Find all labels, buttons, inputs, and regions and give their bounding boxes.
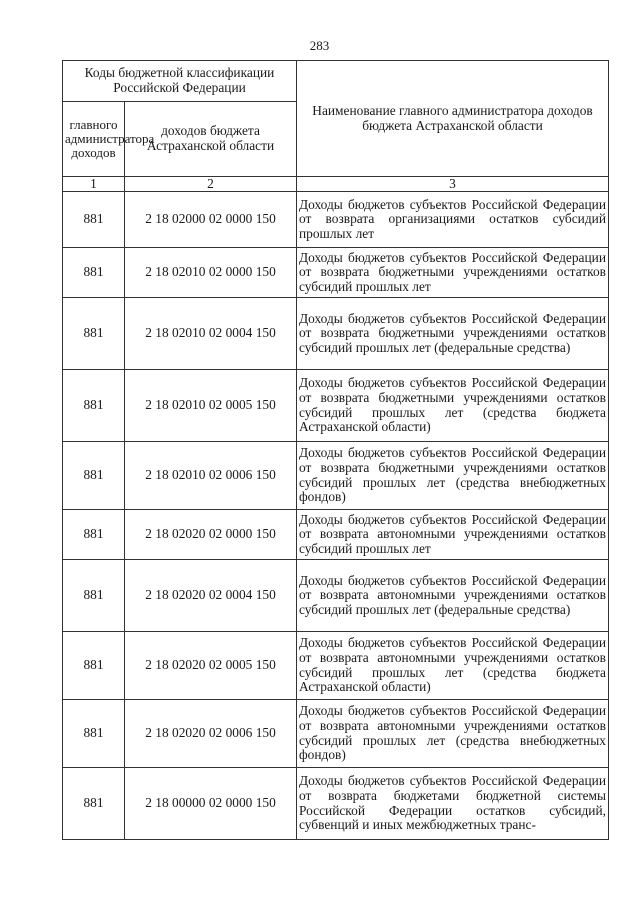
revenue-code-cell: 2 18 02010 02 0006 150 bbox=[125, 442, 297, 510]
admin-code-cell: 881 bbox=[63, 768, 125, 840]
table-row bbox=[63, 510, 609, 560]
revenue-name-cell: Доходы бюджетов субъектов Российской Федерации от возврата автономными учреждениями остатков субсидий прошлых лет (средства бюджета Астраханской области) bbox=[297, 632, 609, 700]
table-row bbox=[63, 700, 609, 768]
budget-classification-table bbox=[62, 60, 609, 840]
admin-code-cell: 881 bbox=[63, 192, 125, 248]
column-number-row bbox=[63, 177, 609, 192]
header-code-column: доходов бюджета Астраханской области bbox=[125, 102, 297, 177]
revenue-code-cell: 2 18 02010 02 0004 150 bbox=[125, 298, 297, 370]
table-row bbox=[63, 560, 609, 632]
revenue-name-cell: Доходы бюджетов субъектов Российской Федерации от возврата автономными учреждениями остатков субсидий прошлых лет bbox=[297, 510, 609, 560]
revenue-code-cell: 2 18 02000 02 0000 150 bbox=[125, 192, 297, 248]
revenue-name-cell: Доходы бюджетов субъектов Российской Федерации от возврата организациями остатков субсидий прошлых лет bbox=[297, 192, 609, 248]
admin-code-cell: 881 bbox=[63, 700, 125, 768]
admin-code-cell: 881 bbox=[63, 632, 125, 700]
revenue-name-cell: Доходы бюджетов субъектов Российской Федерации от возврата бюджетами бюджетной системы Российской Федерации остатков субсидий, субвенций и иных межбюджетных транс- bbox=[297, 768, 609, 840]
revenue-code-cell: 2 18 02010 02 0005 150 bbox=[125, 370, 297, 442]
admin-code-cell: 881 bbox=[63, 560, 125, 632]
revenue-code-cell: 2 18 02010 02 0000 150 bbox=[125, 248, 297, 298]
revenue-code-cell: 2 18 02020 02 0000 150 bbox=[125, 510, 297, 560]
column-number: 1 bbox=[63, 177, 125, 192]
table-row bbox=[63, 298, 609, 370]
revenue-code-cell: 2 18 02020 02 0006 150 bbox=[125, 700, 297, 768]
admin-code-cell: 881 bbox=[63, 442, 125, 510]
header-name-column: Наименование главного администратора доходов бюджета Астраханской области bbox=[297, 61, 609, 177]
page-number: 283 bbox=[309, 38, 330, 53]
revenue-code-cell: 2 18 02020 02 0005 150 bbox=[125, 632, 297, 700]
revenue-name-cell: Доходы бюджетов субъектов Российской Федерации от возврата бюджетными учреждениями остатков субсидий прошлых лет bbox=[297, 248, 609, 298]
admin-code-cell: 881 bbox=[63, 370, 125, 442]
table-row bbox=[63, 768, 609, 840]
table-row bbox=[63, 370, 609, 442]
revenue-code-cell: 2 18 00000 02 0000 150 bbox=[125, 768, 297, 840]
column-number: 2 bbox=[125, 177, 297, 192]
revenue-code-cell: 2 18 02020 02 0004 150 bbox=[125, 560, 297, 632]
table-row bbox=[63, 192, 609, 248]
revenue-name-cell: Доходы бюджетов субъектов Российской Федерации от возврата автономными учреждениями остатков субсидий прошлых лет (средства внебюджетных фондов) bbox=[297, 700, 609, 768]
table-row bbox=[63, 442, 609, 510]
revenue-name-cell: Доходы бюджетов субъектов Российской Федерации от возврата бюджетными учреждениями остатков субсидий прошлых лет (федеральные средства) bbox=[297, 298, 609, 370]
revenue-name-cell: Доходы бюджетов субъектов Российской Федерации от возврата автономными учреждениями остатков субсидий прошлых лет (федеральные средства) bbox=[297, 560, 609, 632]
table-row bbox=[63, 248, 609, 298]
header-group-title: Коды бюджетной классификации Российской Федерации bbox=[63, 61, 297, 102]
table-row bbox=[63, 632, 609, 700]
admin-code-cell: 881 bbox=[63, 510, 125, 560]
header-admin-column: главного администратора доходов bbox=[63, 102, 125, 177]
admin-code-cell: 881 bbox=[63, 248, 125, 298]
revenue-name-cell: Доходы бюджетов субъектов Российской Федерации от возврата бюджетными учреждениями остатков субсидий прошлых лет (средства бюджета Астраханской области) bbox=[297, 370, 609, 442]
revenue-name-cell: Доходы бюджетов субъектов Российской Федерации от возврата бюджетными учреждениями остатков субсидий прошлых лет (средства внебюджетных фондов) bbox=[297, 442, 609, 510]
column-number: 3 bbox=[297, 177, 609, 192]
admin-code-cell: 881 bbox=[63, 298, 125, 370]
header-row-group bbox=[63, 61, 609, 102]
